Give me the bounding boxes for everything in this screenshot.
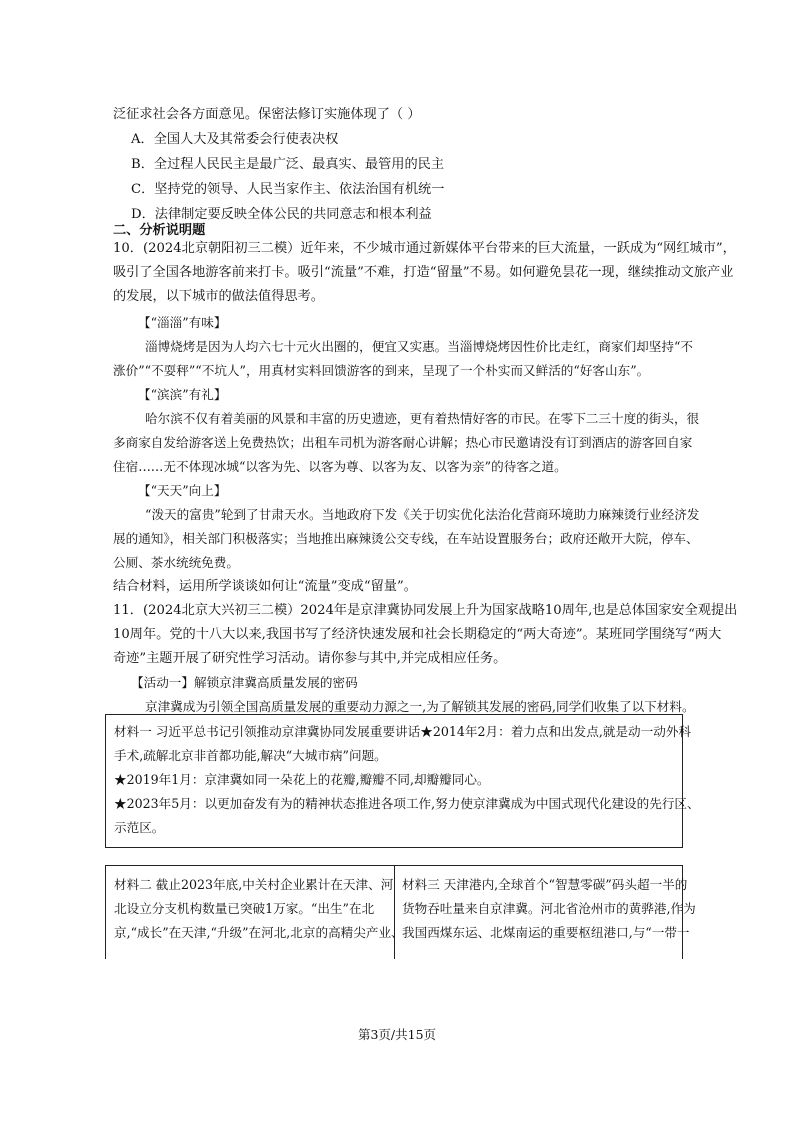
q9-stem-tail: 泛征求社会各方面意见。保密法修订实施体现了（ ）: [113, 107, 421, 122]
q10-block-title: 【“淄淄”有味】: [138, 315, 227, 330]
material1-line: 手术,疏解北京非首都功能,解决“大城市病”问题。: [114, 748, 387, 763]
q11-stem-line: 11．(2024北京大兴初三二模）2024年是京津冀协同发展上升为国家战略10周年,也是总体国家安全观提出: [113, 603, 738, 618]
material2-line: 北设立分支机构数量已突破1万家。“出生”在北: [114, 901, 375, 916]
activity1-intro: 京津冀成为引领全国高质量发展的重要动力源之一,为了解锁其发展的密码,同学们收集了以下材料。: [145, 699, 695, 714]
q9-option-b: B．全过程人民民主是最广泛、最真实、最管用的民主: [131, 157, 445, 172]
section-heading: 二、分析说明题: [113, 223, 206, 238]
q10-block-line: “泼天的富贵”轮到了甘肃天水。当地政府下发《关于切实优化法治化营商环境助力麻辣烫行业经济发: [145, 507, 700, 522]
material3-line: 我国西煤东运、北煤南运的重要枢纽港口,与“一带一: [402, 925, 690, 940]
q10-block-title: 【“滨滨”有礼】: [138, 387, 227, 402]
material2-line: 材料二 截止2023年底,中关村企业累计在天津、河: [114, 877, 394, 892]
q10-stem-line: 10．(2024北京朝阳初三二模）近年来，不少城市通过新媒体平台带来的巨大流量，一跃成为“网红城市”，: [113, 241, 736, 256]
q10-block-title: 【“天天”向上】: [138, 483, 227, 498]
material1-box: [105, 714, 700, 848]
material3-line: 材料三 天津港内,全球首个“智慧零碳”码头超一半的: [402, 877, 688, 892]
material2-line: 京,“成长”在天津,“升级”在河北,北京的高精尖产业、: [114, 925, 404, 940]
q10-question: 结合材料，运用所学谈谈如何让“流量”变成“留量”。: [113, 579, 417, 594]
q10-block-line: 哈尔滨不仅有着美丽的风景和丰富的历史遗迹，更有着热情好客的市民。在零下二三十度的街头，很: [145, 411, 700, 426]
q9-option-d: D．法律制定要反映全体公民的共同意志和根本利益: [131, 207, 432, 222]
page-number: 第3页/共15页: [357, 1027, 437, 1042]
q11-stem-line: 10周年。党的十八大以来,我国书写了经济快速发展和社会长期稳定的“两大奇迹”。某班同学围绕写“两大: [113, 627, 722, 642]
activity1-title: 【活动一】解锁京津冀高质量发展的密码: [131, 675, 358, 690]
material1-line: 材料一 习近平总书记引领推动京津冀协同发展重要讲话★2014年2月：着力点和出发点,就是动一动外科: [114, 724, 692, 739]
q9-option-c: C．坚持党的领导、人民当家作主、依法治国有机统一: [131, 182, 445, 197]
q10-block-line: 淄博烧烤是因为人均六七十元火出圈的，便宜又实惠。当淄博烧烤因性价比走红，商家们却坚持“不: [145, 339, 693, 354]
material1-line: ★2023年5月：以更加奋发有为的精神状态推进各项工作,努力使京津冀成为中国式现代化建设的先行区、: [114, 796, 700, 811]
material1-line: ★2019年1月：京津冀如同一朵花上的花瓣,瓣瓣不同,却瓣瓣同心。: [114, 772, 490, 787]
q10-stem-line: 的发展，以下城市的做法值得思考。: [113, 289, 324, 304]
q10-block-line: 公厕、茶水统统免费。: [113, 555, 239, 570]
material1-line: 示范区。: [114, 820, 165, 835]
material2-3-box: [105, 865, 696, 959]
q11-stem-line: 奇迹”主题开展了研究性学习活动。请你参与其中,并完成相应任务。: [113, 651, 507, 666]
q9-option-a: A．全国人大及其常委会行使表决权: [131, 132, 339, 147]
q10-block-line: 住宿……无不体现冰城“以客为先、以客为尊、以客为友、以客为亲”的待客之道。: [113, 459, 567, 474]
q10-block-line: 多商家自发给游客送上免费热饮；出租车司机为游客耐心讲解；热心市民邀请没有订到酒店的游客回自家: [113, 435, 693, 450]
q10-block-line: 展的通知》，相关部门积极落实；当地推出麻辣烫公交专线，在车站设置服务台；政府还敞开大院，停车、: [113, 531, 699, 546]
q10-block-line: 涨价”“不耍秤”“不坑人”，用真材实料回馈游客的到来，呈现了一个朴实而又鲜活的“好客山东”。: [113, 363, 650, 378]
q10-stem-line: 吸引了全国各地游客前来打卡。吸引“流量”不难，打造“留量”不易。如何避免昙花一现，继续推动文旅产业: [113, 265, 734, 280]
column-divider: [394, 866, 395, 959]
material3-line: 货物吞吐量来自京津冀。河北省沧州市的黄骅港,作为: [402, 901, 696, 916]
